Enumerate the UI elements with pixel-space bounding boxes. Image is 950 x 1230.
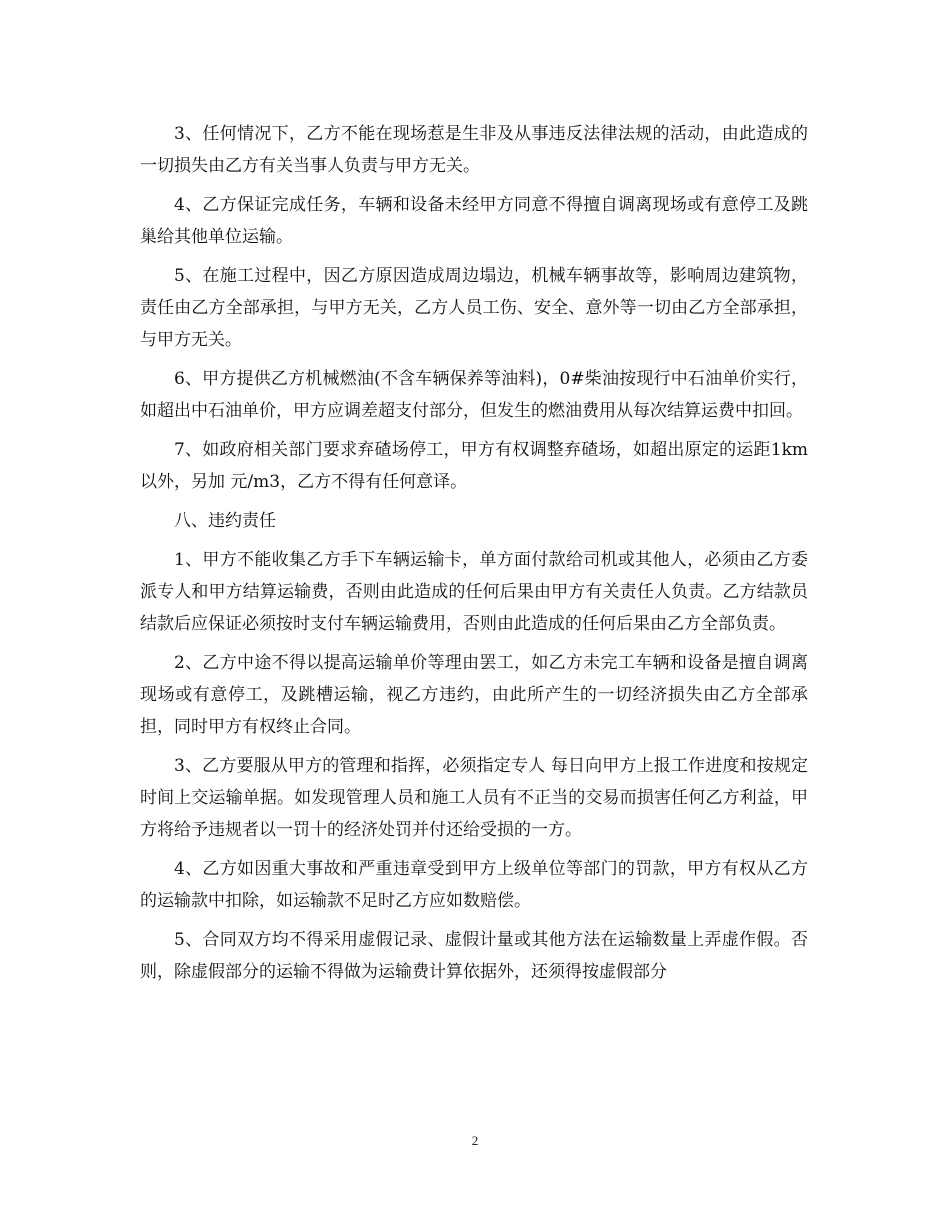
paragraph-breach-5: 5、合同双方均不得采用虚假记录、虚假计量或其他方法在运输数量上弄虚作假。否则，除虚假部分的运输不得做为运输费计算依据外，还须得按虚假部分 [140,930,808,982]
paragraph-breach-4: 4、乙方如因重大事故和严重违章受到甲方上级单位等部门的罚款，甲方有权从乙方的运输款中扣除，如运输款不足时乙方应如数赔偿。 [140,859,808,911]
document-body [140,118,808,995]
paragraph-clause-7: 7、如政府相关部门要求弃碴场停工，甲方有权调整弃碴场，如超出原定的运距1km以外，另加 元/m3，乙方不得有任何意译。 [140,440,808,492]
paragraph-breach-1: 1、甲方不能收集乙方手下车辆运输卡，单方面付款给司机或其他人，必须由乙方委派专人和甲方结算运输费，否则由此造成的任何后果由甲方有关责任人负责。乙方结款员结款后应保证必须按时支付车辆运输费用，否则由此造成的任何后果由乙方全部负责。 [140,550,808,634]
paragraph-clause-3: 3、任何情况下，乙方不能在现场惹是生非及从事违反法律法规的活动，由此造成的一切损失由乙方有关当事人负责与甲方无关。 [140,124,808,176]
paragraph-clause-4: 4、乙方保证完成任务，车辆和设备未经甲方同意不得擅自调离现场或有意停工及跳巢给其他单位运输。 [140,195,808,247]
paragraph-clause-5: 5、在施工过程中，因乙方原因造成周边塌边，机械车辆事故等，影响周边建筑物，责任由乙方全部承担，与甲方无关，乙方人员工伤、安全、意外等一切由乙方全部承担，与甲方无关。 [140,266,808,350]
paragraph-breach-3: 3、乙方要服从甲方的管理和指挥，必须指定专人 每日向甲方上报工作进度和按规定时间上交运输单据。如发现管理人员和施工人员有不正当的交易而损害任何乙方利益，甲方将给予违规者以一罚十的经济处罚并付还给受损的一方。 [140,756,808,840]
paragraph-breach-2: 2、乙方中途不得以提高运输单价等理由罢工，如乙方未完工车辆和设备是擅自调离现场或有意停工，及跳槽运输，视乙方违约，由此所产生的一切经济损失由乙方全部承担，同时甲方有权终止合同。 [140,653,808,737]
page-number: 2 [471,1133,479,1148]
paragraph-clause-6: 6、甲方提供乙方机械燃油(不含车辆保养等油料)，0#柴油按现行中石油单价实行，如超出中石油单价，甲方应调差超支付部分，但发生的燃油费用从每次结算运费中扣回。 [140,369,808,421]
section-heading-breach-liability: 八、违约责任 [174,511,276,531]
